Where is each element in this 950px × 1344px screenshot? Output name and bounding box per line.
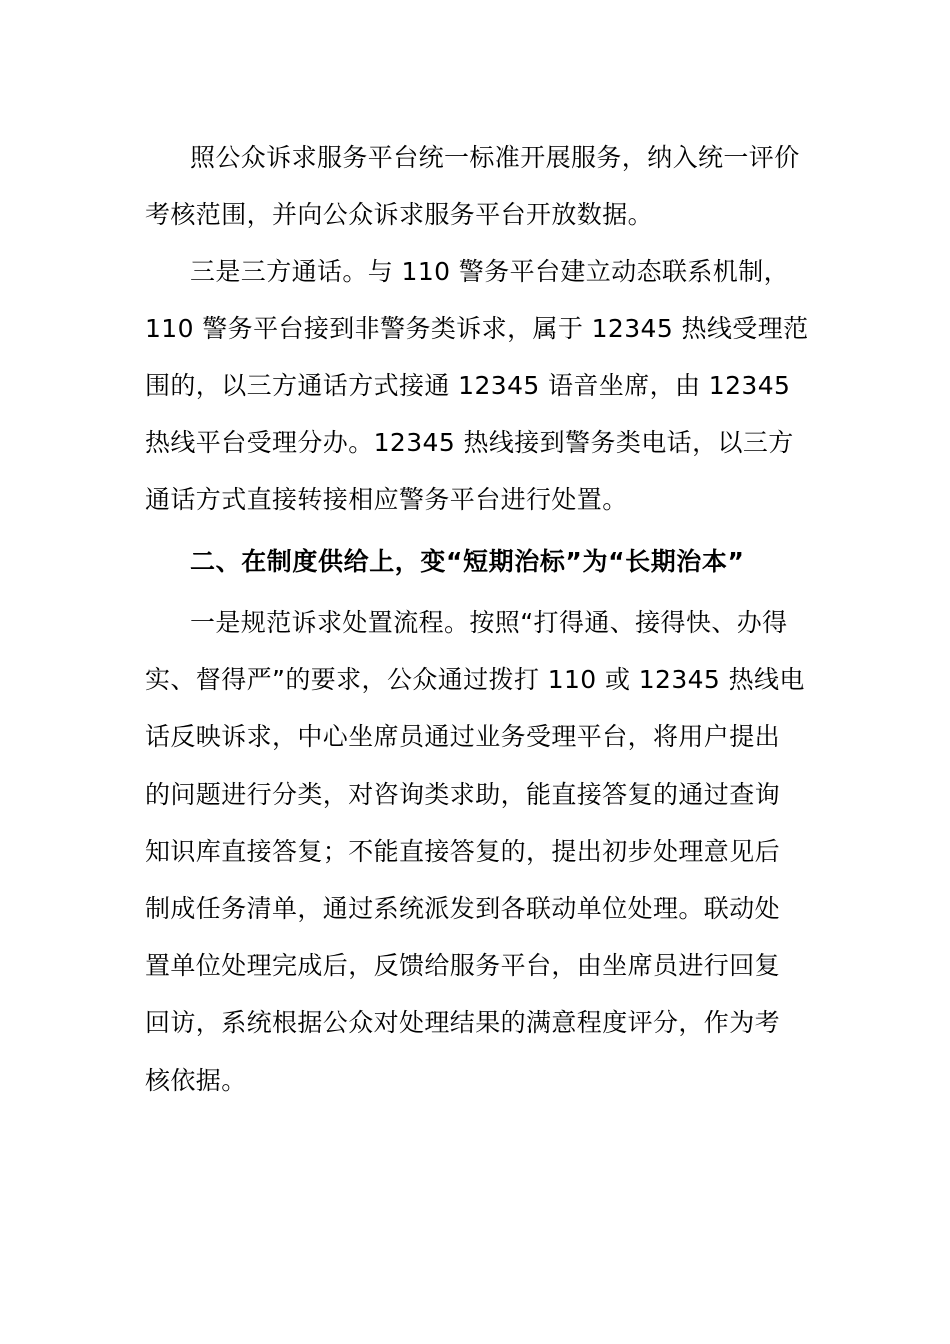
paragraph-line: 三是三方通话。与 110 警务平台建立动态联系机制， (190, 257, 790, 286)
paragraph-line: 考核范围，并向公众诉求服务平台开放数据。 (145, 200, 654, 229)
paragraph-line: 核依据。 (145, 1066, 247, 1095)
paragraph-line: 热线平台受理分办。12345 热线接到警务类电话，以三方 (145, 428, 794, 457)
paragraph-line: 制成任务清单，通过系统派发到各联动单位处理。联动处 (145, 894, 781, 923)
paragraph-line: 照公众诉求服务平台统一标准开展服务，纳入统一评价 (190, 143, 800, 172)
paragraph-line: 话反映诉求，中心坐席员通过业务受理平台，将用户提出 (145, 722, 781, 751)
paragraph-line: 通话方式直接转接相应警务平台进行处置。 (145, 485, 628, 514)
paragraph-line: 围的，以三方通话方式接通 12345 语音坐席，由 12345 (145, 371, 791, 400)
paragraph-line: 一是规范诉求处置流程。按照“打得通、接得快、办得 (190, 608, 788, 637)
paragraph-line: 110 警务平台接到非警务类诉求，属于 12345 热线受理范 (145, 314, 809, 343)
paragraph-line: 知识库直接答复；不能直接答复的，提出初步处理意见后 (145, 837, 781, 866)
paragraph-line: 置单位处理完成后，反馈给服务平台，由坐席员进行回复 (145, 951, 781, 980)
paragraph-line: 回访，系统根据公众对处理结果的满意程度评分，作为考 (145, 1008, 781, 1037)
paragraph-line: 的问题进行分类，对咨询类求助，能直接答复的通过查询 (145, 780, 781, 809)
paragraph-line: 实、督得严”的要求，公众通过拨打 110 或 12345 热线电 (145, 665, 805, 694)
section-heading: 二、在制度供给上，变“短期治标”为“长期治本” (190, 547, 745, 576)
